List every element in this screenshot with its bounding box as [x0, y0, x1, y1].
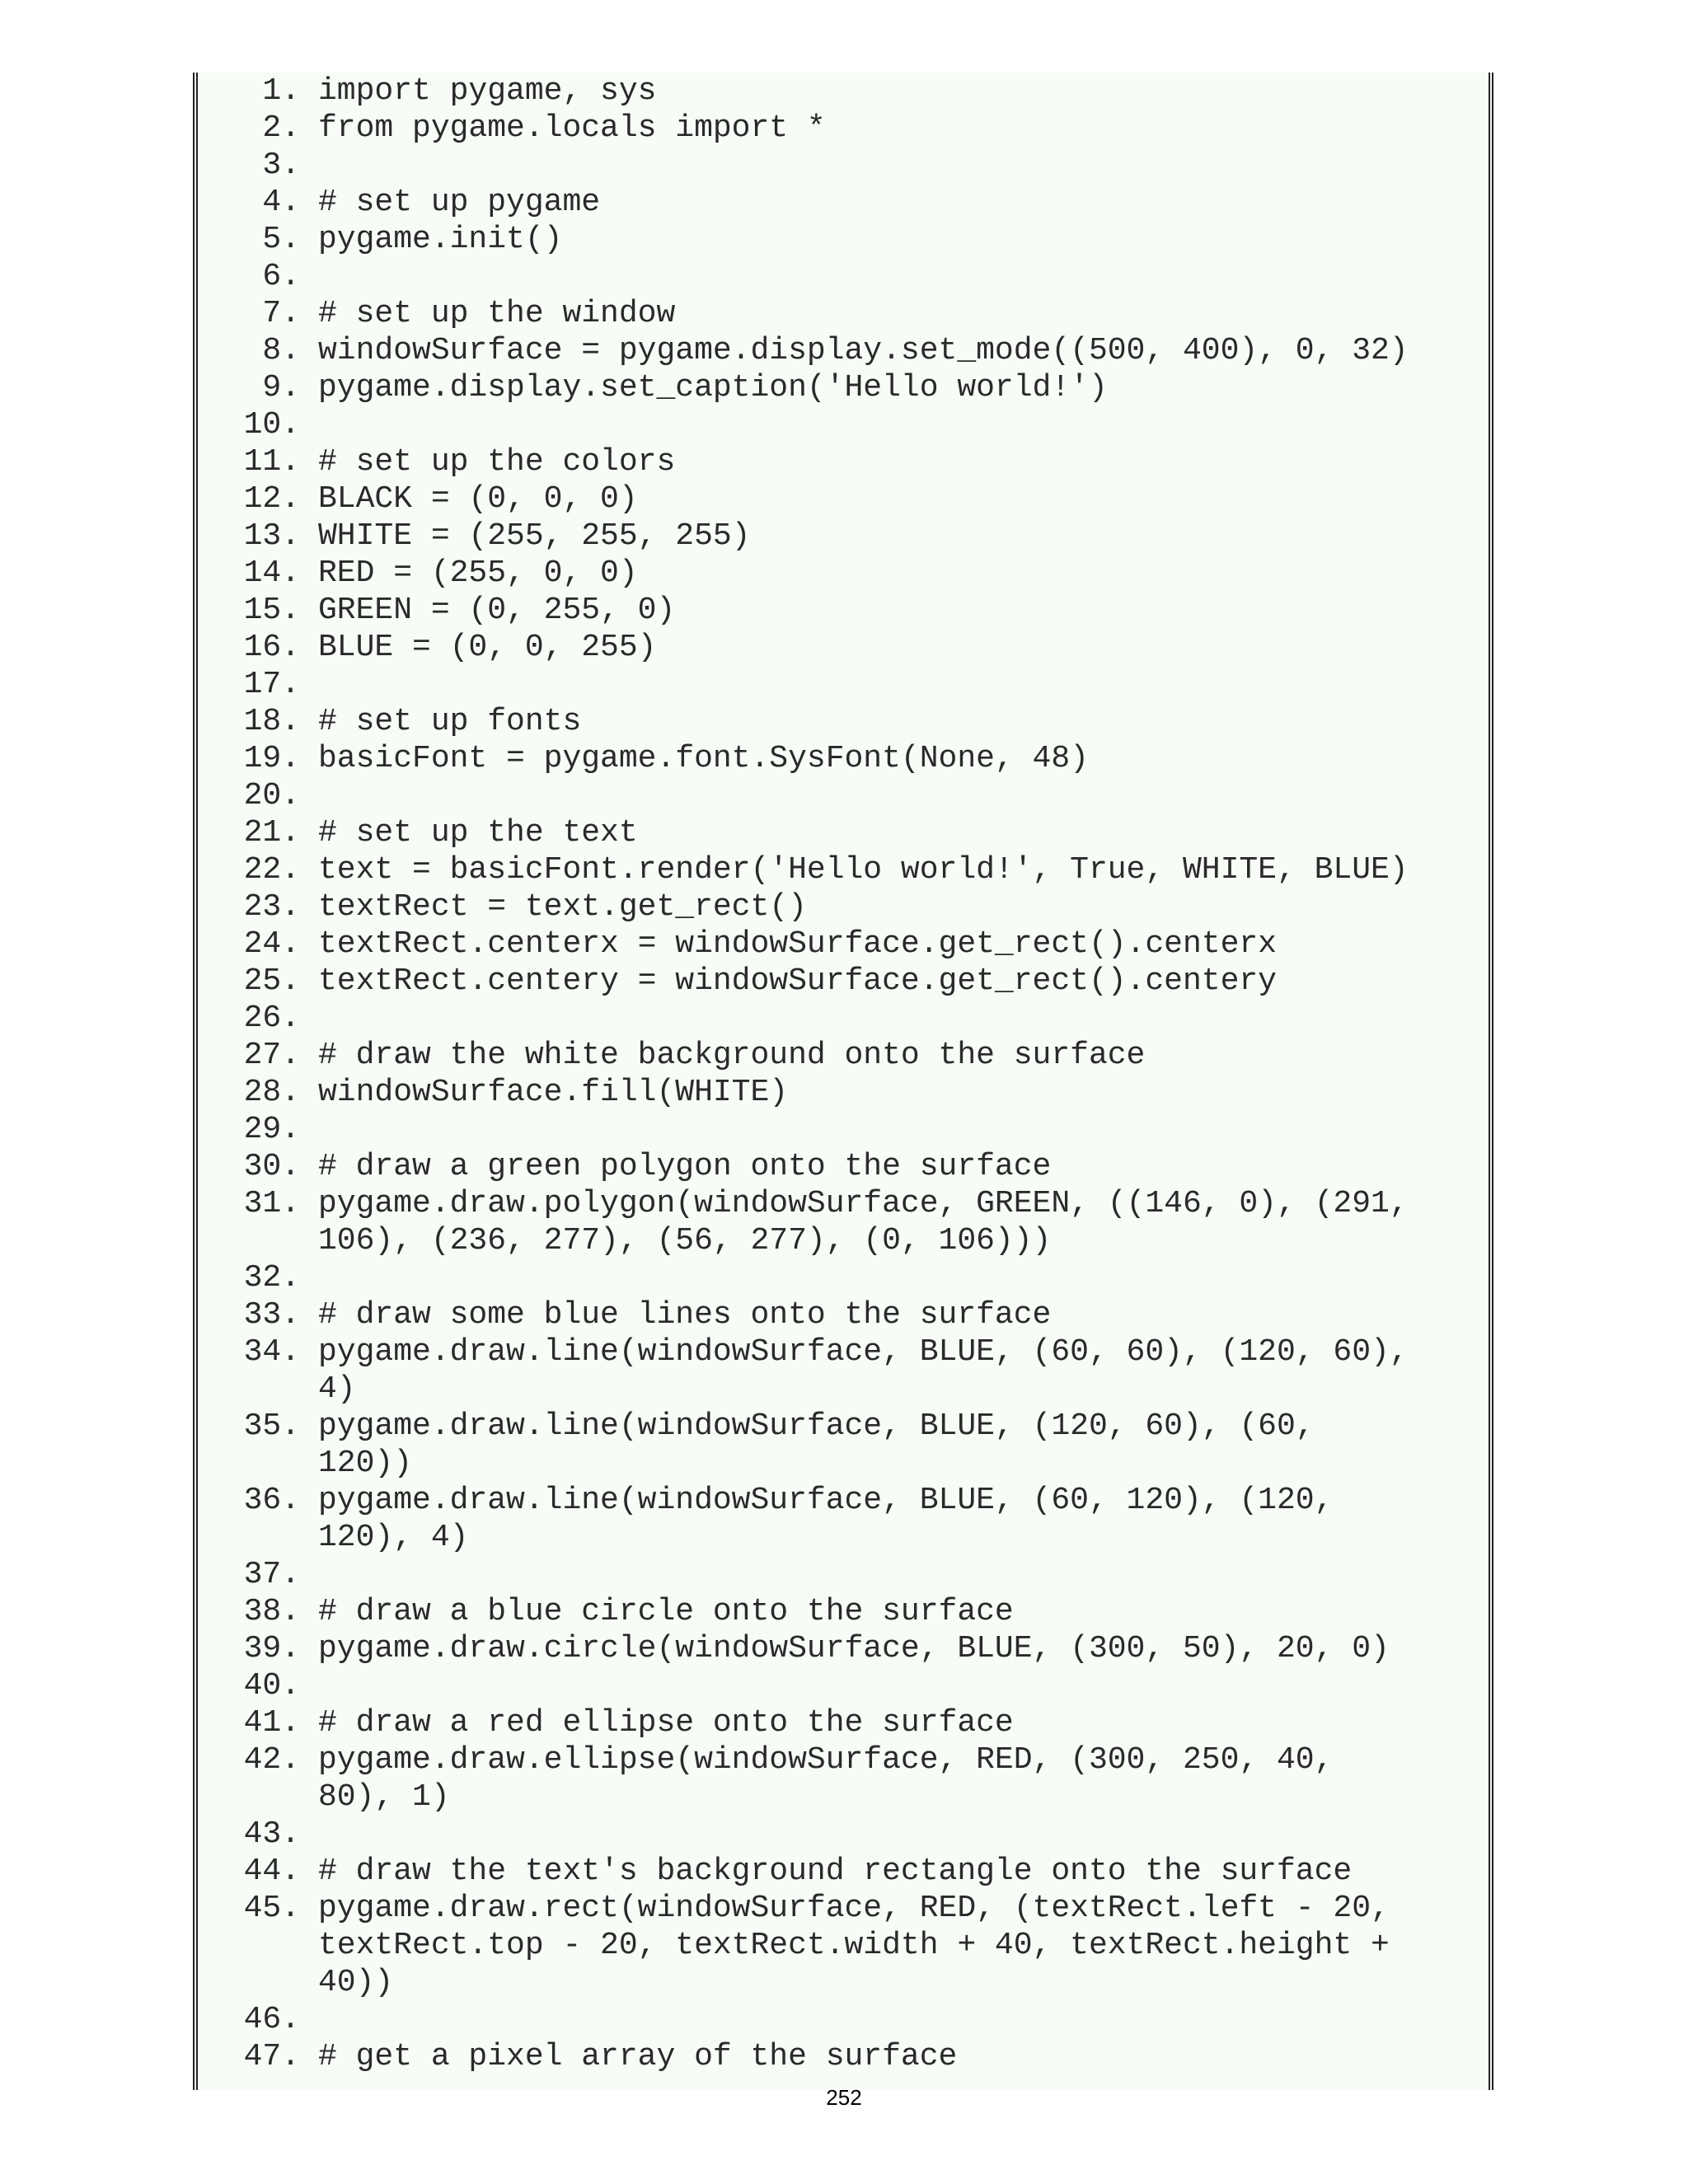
line-number: 41. — [243, 1705, 300, 1741]
code-text — [300, 666, 318, 703]
line-number — [209, 1371, 300, 1408]
code-text: 120)) — [318, 1446, 413, 1481]
line-number: 4. — [262, 185, 300, 220]
line-number: 16. — [243, 630, 300, 665]
code-text: windowSurface.fill(WHITE) — [318, 1075, 789, 1110]
line-number: 28. — [243, 1075, 300, 1110]
page-number: 252 — [826, 2085, 862, 2110]
code-text — [300, 1259, 318, 1296]
line-number: 9. — [262, 370, 300, 405]
line-number: 44. — [243, 1854, 300, 1889]
line-number: 42. — [243, 1742, 300, 1778]
line-number — [209, 1779, 300, 1816]
line-number: 38. — [243, 1594, 300, 1629]
code-text — [300, 1816, 318, 1853]
code-line — [209, 1816, 1477, 1853]
code-line — [209, 963, 1477, 1000]
code-text: WHITE = (255, 255, 255) — [318, 518, 751, 554]
code-text — [300, 1111, 318, 1148]
line-number: 35. — [243, 1408, 300, 1444]
code-line — [209, 1779, 1477, 1816]
code-line — [209, 1037, 1477, 1074]
code-text: # draw a green polygon onto the surface — [318, 1149, 1052, 1184]
line-number: 24. — [243, 926, 300, 962]
code-text — [300, 1556, 318, 1593]
line-number: 21. — [243, 815, 300, 851]
code-lines — [209, 73, 1477, 2075]
code-text: text = basicFont.render('Hello world!', True, WHITE, BLUE) — [318, 852, 1409, 888]
code-line — [209, 703, 1477, 740]
code-line — [209, 1445, 1477, 1482]
code-text: RED = (255, 0, 0) — [318, 555, 638, 591]
code-text: 4) — [318, 1371, 356, 1407]
code-text — [300, 147, 318, 184]
code-line — [209, 1259, 1477, 1296]
code-text: # get a pixel array of the surface — [318, 2039, 958, 2074]
code-line — [209, 1408, 1477, 1445]
code-line — [209, 1371, 1477, 1408]
line-number: 14. — [243, 555, 300, 591]
code-line — [209, 1593, 1477, 1630]
code-line — [209, 480, 1477, 518]
code-line — [209, 814, 1477, 851]
line-number: 22. — [243, 852, 300, 888]
line-number: 32. — [243, 1260, 300, 1296]
code-text: 80), 1) — [318, 1779, 450, 1815]
code-line — [209, 1853, 1477, 1890]
code-line — [209, 1111, 1477, 1148]
code-line — [209, 110, 1477, 147]
code-line — [209, 369, 1477, 406]
line-number: 13. — [243, 518, 300, 554]
code-line — [209, 666, 1477, 703]
code-text: pygame.display.set_caption('Hello world!') — [318, 370, 1108, 405]
line-number — [209, 1519, 300, 1556]
code-text: # set up fonts — [318, 704, 582, 739]
code-line — [209, 1482, 1477, 1519]
line-number: 23. — [243, 889, 300, 925]
code-text: textRect.centery = windowSurface.get_rect().centery — [318, 963, 1277, 999]
code-line — [209, 1333, 1477, 1371]
line-number — [209, 1222, 300, 1259]
code-line — [209, 1000, 1477, 1037]
code-line — [209, 1630, 1477, 1667]
code-line — [209, 926, 1477, 963]
line-number: 1. — [262, 73, 300, 109]
code-line — [209, 221, 1477, 258]
line-number: 40. — [243, 1668, 300, 1704]
code-text: GREEN = (0, 255, 0) — [318, 593, 676, 628]
code-text: textRect.top - 20, textRect.width + 40, textRect.height + — [318, 1928, 1390, 1963]
code-text: # draw the white background onto the surface — [318, 1038, 1146, 1073]
code-line — [209, 555, 1477, 592]
line-number: 36. — [243, 1483, 300, 1518]
code-line — [209, 332, 1477, 369]
line-number: 15. — [243, 593, 300, 628]
code-text — [300, 1000, 318, 1037]
line-number: 7. — [262, 296, 300, 331]
code-line — [209, 592, 1477, 629]
code-line — [209, 740, 1477, 777]
code-text — [300, 777, 318, 814]
code-line — [209, 1296, 1477, 1333]
code-text: # set up the window — [318, 296, 676, 331]
line-number: 37. — [243, 1557, 300, 1592]
line-number: 27. — [243, 1038, 300, 1073]
code-line — [209, 1185, 1477, 1222]
line-number: 39. — [243, 1631, 300, 1666]
line-number: 18. — [243, 704, 300, 739]
code-line — [209, 1964, 1477, 2001]
code-line — [209, 147, 1477, 184]
line-number: 5. — [262, 222, 300, 257]
code-line — [209, 1741, 1477, 1779]
code-line — [209, 629, 1477, 666]
line-number: 45. — [243, 1891, 300, 1926]
code-line — [209, 73, 1477, 110]
code-line — [209, 443, 1477, 480]
code-text: pygame.draw.line(windowSurface, BLUE, (60, 120), (120, — [318, 1483, 1334, 1518]
code-text: windowSurface = pygame.display.set_mode((500, 400), 0, 32) — [318, 333, 1409, 368]
line-number: 2. — [262, 110, 300, 146]
line-number: 17. — [243, 667, 300, 702]
line-number: 31. — [243, 1186, 300, 1221]
code-line — [209, 518, 1477, 555]
code-line — [209, 1667, 1477, 1704]
code-text: # set up the text — [318, 815, 638, 851]
code-text: # set up the colors — [318, 444, 676, 480]
code-text — [300, 258, 318, 295]
code-text: # set up pygame — [318, 185, 601, 220]
code-text: pygame.draw.polygon(windowSurface, GREEN, ((146, 0), (291, — [318, 1186, 1409, 1221]
code-text: pygame.draw.line(windowSurface, BLUE, (60, 60), (120, 60), — [318, 1334, 1409, 1370]
code-line — [209, 295, 1477, 332]
code-text: 120), 4) — [318, 1520, 469, 1555]
code-line — [209, 1148, 1477, 1185]
line-number: 34. — [243, 1334, 300, 1370]
line-number: 6. — [262, 259, 300, 294]
code-line — [209, 1890, 1477, 1927]
code-text: pygame.draw.rect(windowSurface, RED, (textRect.left - 20, — [318, 1891, 1390, 1926]
code-line — [209, 1074, 1477, 1111]
line-number: 25. — [243, 963, 300, 999]
code-text: basicFont = pygame.font.SysFont(None, 48) — [318, 741, 1089, 776]
code-text: pygame.draw.circle(windowSurface, BLUE, (300, 50), 20, 0) — [318, 1631, 1390, 1666]
code-text: 40)) — [318, 1965, 394, 2000]
code-text: pygame.draw.ellipse(windowSurface, RED, (300, 250, 40, — [318, 1742, 1334, 1778]
code-text — [300, 1667, 318, 1704]
code-line — [209, 851, 1477, 888]
line-number — [209, 1964, 300, 2001]
code-line — [209, 1222, 1477, 1259]
line-number: 47. — [243, 2039, 300, 2074]
line-number: 11. — [243, 444, 300, 480]
code-text: BLACK = (0, 0, 0) — [318, 481, 638, 517]
code-text: # draw a blue circle onto the surface — [318, 1594, 1014, 1629]
code-line — [209, 406, 1477, 443]
line-number: 43. — [243, 1816, 300, 1852]
line-number: 10. — [243, 407, 300, 443]
line-number: 12. — [243, 481, 300, 517]
code-line — [209, 777, 1477, 814]
code-text: textRect.centerx = windowSurface.get_rect().centerx — [318, 926, 1277, 962]
code-text — [300, 2001, 318, 2038]
code-line — [209, 1927, 1477, 1964]
code-line — [209, 1704, 1477, 1741]
line-number: 26. — [243, 1001, 300, 1036]
code-text: textRect = text.get_rect() — [318, 889, 807, 925]
code-text: pygame.draw.line(windowSurface, BLUE, (120, 60), (60, — [318, 1408, 1315, 1444]
code-line — [209, 2038, 1477, 2075]
code-text — [300, 406, 318, 443]
code-text: # draw some blue lines onto the surface — [318, 1297, 1052, 1333]
line-number: 46. — [243, 2002, 300, 2037]
code-text: BLUE = (0, 0, 255) — [318, 630, 657, 665]
code-text: import pygame, sys — [318, 73, 657, 109]
line-number: 3. — [262, 148, 300, 183]
code-text: # draw a red ellipse onto the surface — [318, 1705, 1014, 1741]
code-listing — [193, 73, 1493, 2090]
line-number: 8. — [262, 333, 300, 368]
line-number: 33. — [243, 1297, 300, 1333]
line-number: 20. — [243, 778, 300, 813]
code-line — [209, 1556, 1477, 1593]
code-text: # draw the text's background rectangle onto the surface — [318, 1854, 1353, 1889]
code-line — [209, 2001, 1477, 2038]
code-text: pygame.init() — [318, 222, 563, 257]
code-line — [209, 258, 1477, 295]
line-number: 30. — [243, 1149, 300, 1184]
line-number: 29. — [243, 1112, 300, 1147]
code-line — [209, 184, 1477, 221]
line-number — [209, 1445, 300, 1482]
code-text: from pygame.locals import * — [318, 110, 826, 146]
line-number: 19. — [243, 741, 300, 776]
code-line — [209, 1519, 1477, 1556]
line-number — [209, 1927, 300, 1964]
code-text: 106), (236, 277), (56, 277), (0, 106))) — [318, 1223, 1052, 1258]
code-line — [209, 888, 1477, 926]
